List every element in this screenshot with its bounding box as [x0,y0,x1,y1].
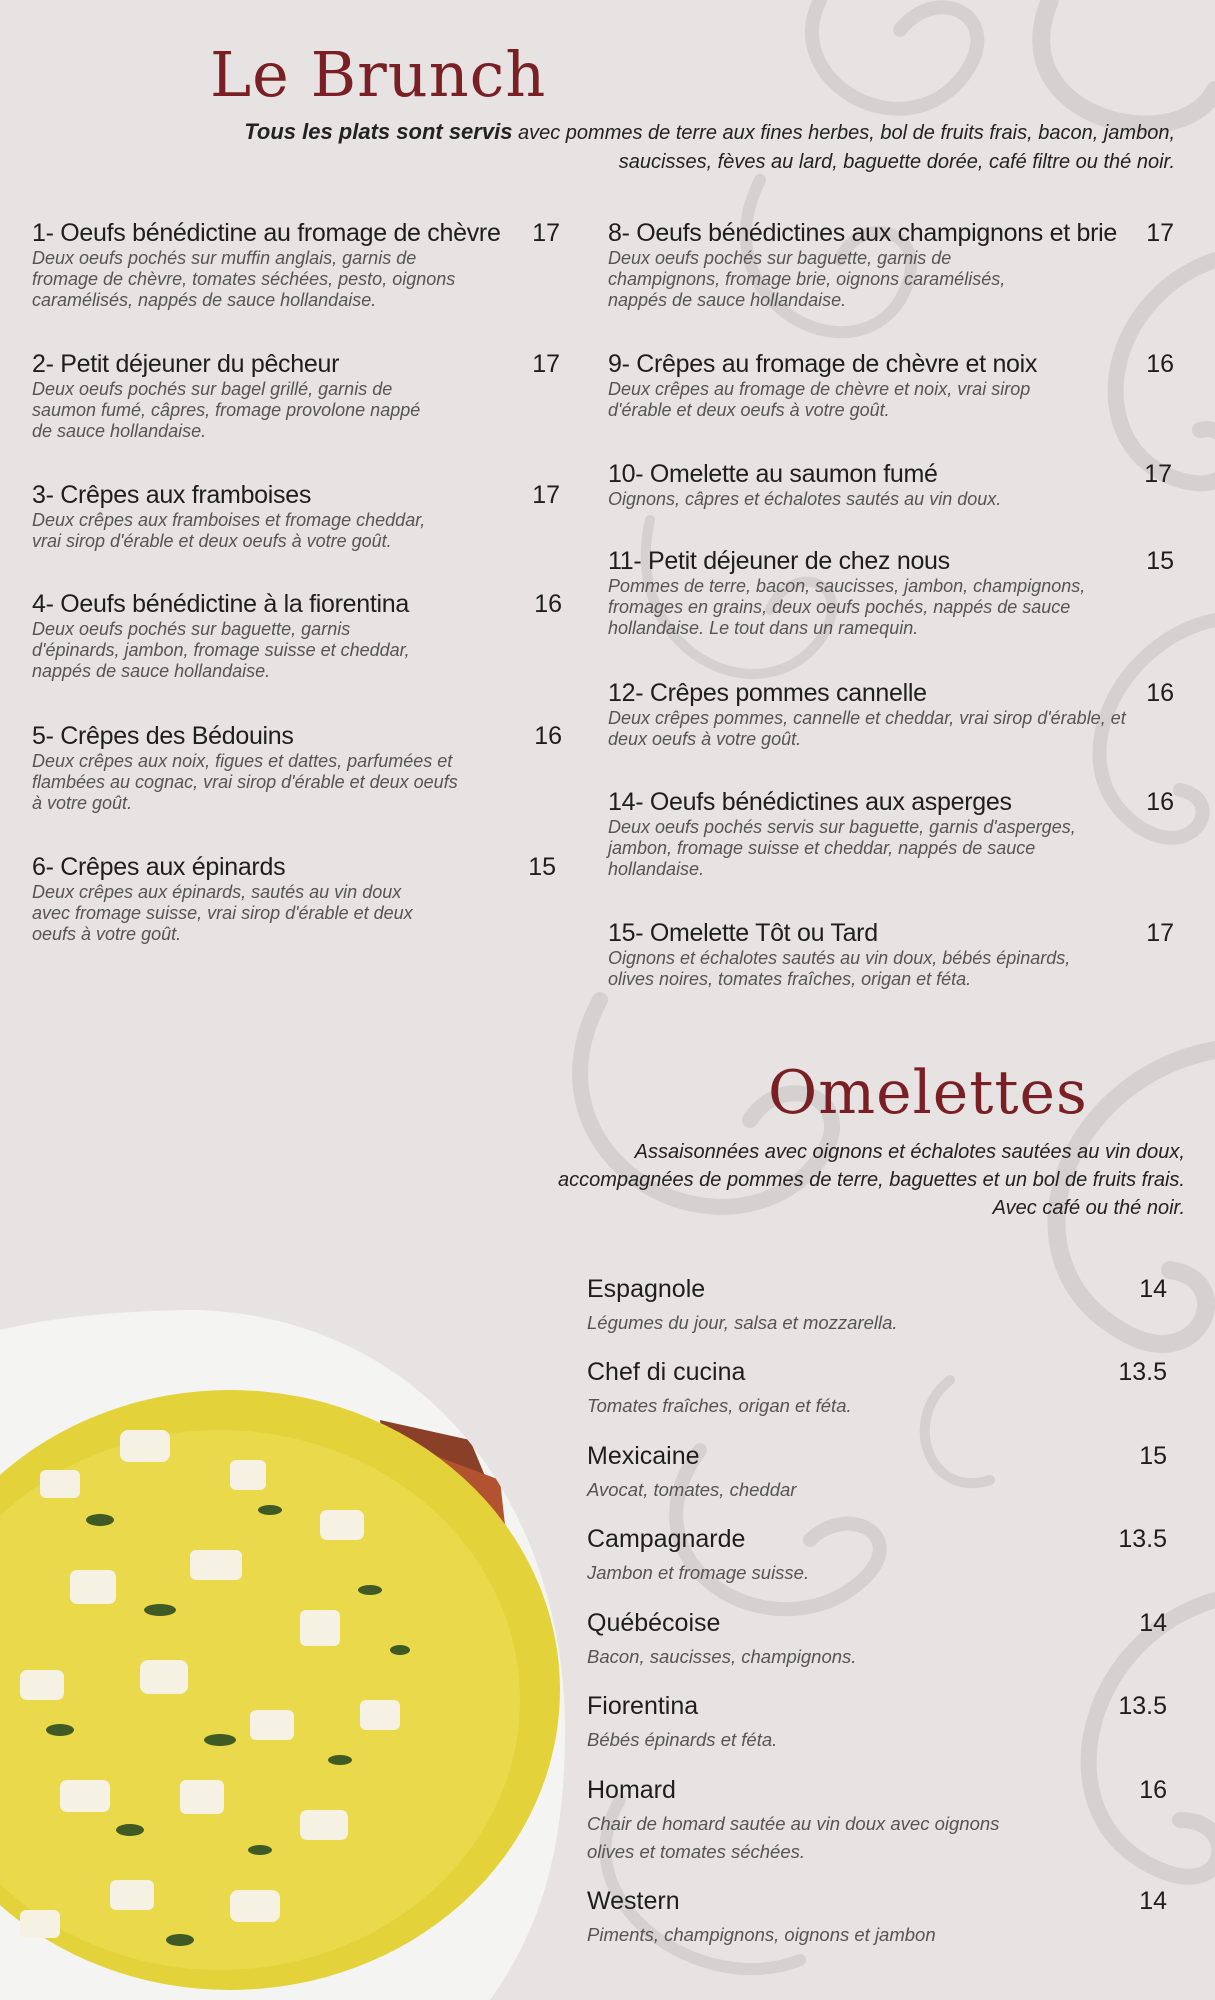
item-price: 13.5 [1118,1692,1167,1720]
omelette-item-mexicaine [587,1440,1167,1504]
item-title: Western [587,1887,680,1915]
brunch-item-10 [608,460,1172,510]
item-price: 16 [534,590,562,618]
item-desc: Deux oeufs pochés sur baguette, garnis d'épinards, jambon, fromage suisse et cheddar, nappés de sauce hollandaise. [32,619,410,681]
brunch-intro-bold: Tous les plats sont servis [244,119,513,144]
item-title: 11- Petit déjeuner de chez nous [608,547,950,575]
brunch-item-15 [608,919,1174,990]
item-title: 4- Oeufs bénédictine à la fiorentina [32,590,409,618]
item-title: 3- Crêpes aux framboises [32,481,312,509]
brunch-intro-rest: avec pommes de terre aux fines herbes, bol de fruits frais, bacon, jambon, saucisses, fèves au lard, baguette dorée, café filtre ou thé noir. [512,122,1175,173]
item-title: 14- Oeufs bénédictines aux asperges [608,788,1012,816]
omelette-item-western [587,1885,1167,1949]
item-price: 17 [532,481,560,509]
brunch-item-1 [32,219,560,311]
brunch-item-3 [32,481,560,552]
item-price: 17 [532,219,560,247]
brunch-item-8 [608,219,1174,311]
item-price: 14 [1139,1609,1167,1637]
item-title: 9- Crêpes au fromage de chèvre et noix [608,350,1038,378]
item-title: Québécoise [587,1609,721,1637]
item-title: Campagnarde [587,1525,746,1553]
item-price: 16 [1146,788,1174,816]
item-title: Fiorentina [587,1692,699,1720]
item-title: Espagnole [587,1275,706,1303]
item-title: 15- Omelette Tôt ou Tard [608,919,878,947]
omelette-item-quebecoise [587,1607,1167,1671]
brunch-item-2 [32,350,560,442]
item-price: 14 [1139,1887,1167,1915]
item-desc: Deux crêpes aux framboises et fromage cheddar, vrai sirop d'érable et deux oeufs à votre goût. [32,510,426,551]
item-price: 16 [1146,350,1174,378]
item-price: 15 [1139,1442,1167,1470]
brunch-intro [180,117,1175,177]
omelettes-title: Omelettes [768,1058,1088,1128]
item-desc: Deux crêpes pommes, cannelle et cheddar, vrai sirop d'érable, et deux oeufs à votre goût. [608,708,1126,749]
item-desc: Chair de homard sautée au vin doux avec oignons olives et tomates séchées. [587,1813,1000,1862]
item-title: Mexicaine [587,1442,700,1470]
item-price: 15 [528,853,556,881]
item-price: 17 [532,350,560,378]
omelette-item-espagnole [587,1273,1167,1337]
item-title: 8- Oeufs bénédictines aux champignons et brie [608,219,1118,247]
item-price: 16 [1139,1776,1167,1804]
item-price: 14 [1139,1275,1167,1303]
item-desc: Deux crêpes aux épinards, sautés au vin doux avec fromage suisse, vrai sirop d'érable et deux oeufs à votre goût. [32,882,413,944]
item-desc: Deux crêpes au fromage de chèvre et noix, vrai sirop d'érable et deux oeufs à votre goût. [608,379,1031,420]
item-price: 13.5 [1118,1525,1167,1553]
item-desc: Pommes de terre, bacon, saucisses, jambon, champignons, fromages en grains, deux oeufs pochés, nappés de sauce hollandaise. Le tout dans un ramequin. [608,576,1086,638]
item-price: 17 [1146,219,1174,247]
item-desc: Bébés épinards et féta. [587,1729,778,1750]
item-desc: Oignons et échalotes sautés au vin doux, bébés épinards, olives noires, tomates fraîches, origan et féta. [608,948,1071,989]
item-price: 15 [1146,547,1174,575]
item-title: 2- Petit déjeuner du pêcheur [32,350,340,378]
omelette-item-chef-di-cucina [587,1356,1167,1420]
brunch-item-14 [608,788,1174,880]
omelette-item-campagnarde [587,1523,1167,1587]
item-title: 12- Crêpes pommes cannelle [608,679,927,707]
item-title: 1- Oeufs bénédictine au fromage de chèvre [32,219,501,247]
item-desc: Avocat, tomates, cheddar [587,1479,797,1500]
item-desc: Deux oeufs pochés sur muffin anglais, garnis de fromage de chèvre, tomates séchées, pesto, oignons caramélisés, nappés de sauce hollandaise. [32,248,456,310]
item-title: Homard [587,1776,676,1804]
item-title: 6- Crêpes aux épinards [32,853,286,881]
item-desc: Deux crêpes aux noix, figues et dattes, parfumées et flambées au cognac, vrai sirop d'érable et deux oeufs à votre goût. [32,751,458,813]
item-title: 5- Crêpes des Bédouins [32,722,294,750]
brunch-item-9 [608,350,1174,421]
omelette-item-fiorentina [587,1690,1167,1754]
omelette-item-homard [587,1774,1167,1866]
item-price: 16 [534,722,562,750]
item-price: 13.5 [1118,1358,1167,1386]
item-desc: Jambon et fromage suisse. [587,1562,810,1583]
brunch-item-11 [608,547,1174,639]
item-desc: Deux oeufs pochés sur baguette, garnis de champignons, fromage brie, oignons caramélisés, nappés de sauce hollandaise. [608,248,1006,310]
item-desc: Piments, champignons, oignons et jambon [587,1924,936,1945]
item-title: 10- Omelette au saumon fumé [608,460,938,488]
item-title: Chef di cucina [587,1358,746,1386]
item-price: 17 [1144,460,1172,488]
item-price: 17 [1146,919,1174,947]
item-price: 16 [1146,679,1174,707]
item-desc: Légumes du jour, salsa et mozzarella. [587,1312,898,1333]
omelettes-intro: Assaisonnées avec oignons et échalotes sautées au vin doux, accompagnées de pommes de terre, baguettes et un bol de fruits frais. Avec café ou thé noir. [557,1141,1185,1219]
brunch-item-6 [32,853,556,945]
item-desc: Deux oeufs pochés servis sur baguette, garnis d'asperges, jambon, fromage suisse et cheddar, nappés de sauce hollandaise. [608,817,1076,879]
item-desc: Deux oeufs pochés sur bagel grillé, garnis de saumon fumé, câpres, fromage provolone nappé de sauce hollandaise. [32,379,421,441]
omelette-photo [0,1310,565,2000]
item-desc: Bacon, saucisses, champignons. [587,1646,857,1667]
item-desc: Oignons, câpres et échalotes sautés au vin doux. [608,489,1002,509]
item-desc: Tomates fraîches, origan et féta. [587,1395,852,1416]
brunch-item-5 [32,722,562,814]
brunch-item-12 [608,679,1174,750]
brunch-title: Le Brunch [210,38,547,111]
brunch-item-4 [32,590,562,682]
